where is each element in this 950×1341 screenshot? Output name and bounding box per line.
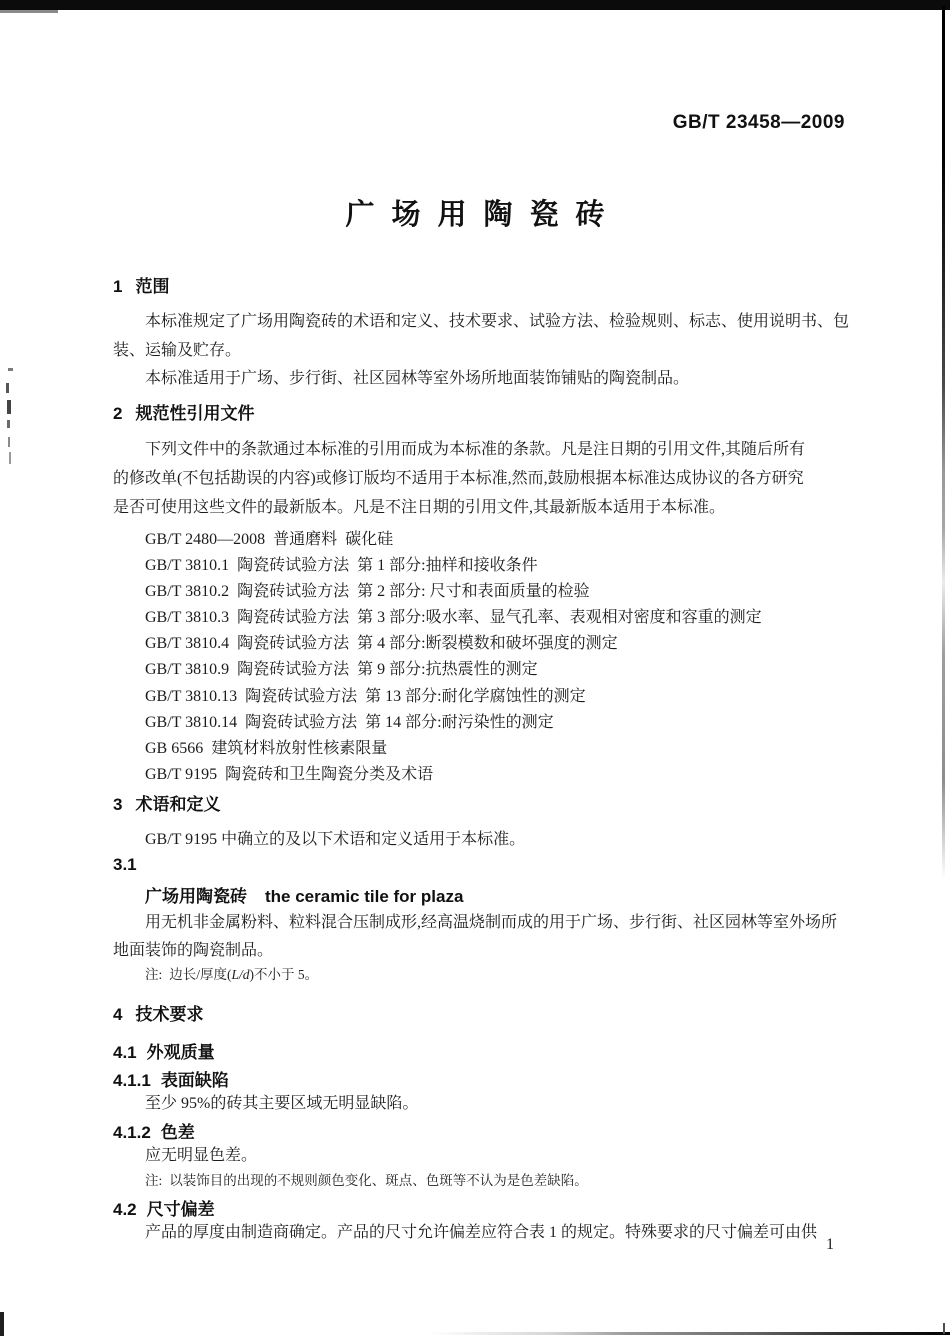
section-number: 1 xyxy=(113,277,123,296)
section-number: 2 xyxy=(113,404,123,423)
scan-right-edge-line xyxy=(942,6,945,906)
note-label: 注: xyxy=(145,967,163,982)
section-3-heading xyxy=(113,790,220,815)
scan-left-mark xyxy=(9,452,11,464)
scope-paragraph-line: 本标准规定了广场用陶瓷砖的术语和定义、技术要求、试验方法、检验规则、标志、使用说明书、包 xyxy=(145,313,850,330)
scan-left-mark xyxy=(6,383,9,393)
section-number: 3 xyxy=(113,795,123,814)
terms-intro: GB/T 9195 中确立的及以下术语和定义适用于本标准。 xyxy=(145,831,526,848)
scan-left-mark xyxy=(7,420,10,428)
scan-bottom-line xyxy=(0,1332,950,1335)
note-text: 边长/厚度( xyxy=(169,967,232,982)
surface-defect-body: 至少 95%的砖其主要区域无明显缺陷。 xyxy=(145,1095,419,1112)
term-english: the ceramic tile for plaza xyxy=(265,887,464,906)
scan-left-mark xyxy=(8,437,10,447)
clause-3-1-number: 3.1 xyxy=(113,855,137,874)
reference-item: GB/T 3810.2 陶瓷砖试验方法 第 2 部分: 尺寸和表面质量的检验 xyxy=(145,583,590,600)
section-title: 尺寸偏差 xyxy=(146,1200,215,1219)
reference-item: GB 6566 建筑材料放射性核素限量 xyxy=(145,740,388,757)
section-number: 4.1.2 xyxy=(113,1123,151,1142)
scan-top-band-fragment xyxy=(0,10,58,13)
reference-item: GB/T 3810.9 陶瓷砖试验方法 第 9 部分:抗热震性的测定 xyxy=(145,661,538,678)
definition-line: 用无机非金属粉料、粒料混合压制成形,经高温烧制而成的用于广场、步行街、社区园林等室外场所 xyxy=(145,914,838,931)
note-label: 注: xyxy=(145,1173,163,1188)
scope-paragraph-line: 本标准适用于广场、步行街、社区园林等室外场所地面装饰铺贴的陶瓷制品。 xyxy=(145,370,690,387)
section-number: 4.1.1 xyxy=(113,1071,151,1090)
section-title: 术语和定义 xyxy=(135,795,221,814)
section-title: 范围 xyxy=(135,277,170,296)
section-title: 外观质量 xyxy=(146,1043,215,1062)
section-4-1-2-heading xyxy=(113,1118,195,1143)
note-text: )不小于 5。 xyxy=(249,967,319,982)
reference-item: GB/T 3810.4 陶瓷砖试验方法 第 4 部分:断裂模数和破坏强度的测定 xyxy=(145,635,618,652)
section-title: 规范性引用文件 xyxy=(135,404,255,423)
doc-title: 广场用陶瓷砖 xyxy=(345,199,622,231)
section-number: 4 xyxy=(113,1005,123,1024)
reference-item: GB/T 3810.1 陶瓷砖试验方法 第 1 部分:抽样和接收条件 xyxy=(145,557,538,574)
reference-item: GB/T 9195 陶瓷砖和卫生陶瓷分类及术语 xyxy=(145,766,434,783)
section-4-heading xyxy=(113,1000,203,1025)
normative-paragraph-line: 的修改单(不包括勘误的内容)或修订版均不适用于本标准,然而,鼓励根据本标准达成协议的各方研究 xyxy=(113,470,804,487)
section-title: 技术要求 xyxy=(135,1005,204,1024)
section-4-1-1-heading xyxy=(113,1066,229,1091)
section-4-1-heading xyxy=(113,1038,215,1063)
definition-note xyxy=(145,963,318,983)
section-number: 4.1 xyxy=(113,1043,137,1062)
section-number: 4.2 xyxy=(113,1200,137,1219)
scan-left-mark xyxy=(8,368,13,371)
reference-item: GB/T 2480—2008 普通磨料 碳化硅 xyxy=(145,531,394,548)
scan-top-band xyxy=(0,0,950,10)
normative-paragraph-line: 是否可使用这些文件的最新版本。凡是不注日期的引用文件,其最新版本适用于本标准。 xyxy=(113,499,726,516)
normative-paragraph-line: 下列文件中的条款通过本标准的引用而成为本标准的条款。凡是注日期的引用文件,其随后所有 xyxy=(145,441,806,458)
section-2-heading xyxy=(113,399,254,424)
scan-left-mark xyxy=(7,400,11,414)
dimension-deviation-body: 产品的厚度由制造商确定。产品的尺寸允许偏差应符合表 1 的规定。特殊要求的尺寸偏差可由供 xyxy=(145,1224,818,1241)
section-1-heading xyxy=(113,272,169,297)
definition-line: 地面装饰的陶瓷制品。 xyxy=(113,942,274,959)
standard-code: GB/T 23458—2009 xyxy=(672,112,845,133)
reference-item: GB/T 3810.14 陶瓷砖试验方法 第 14 部分:耐污染性的测定 xyxy=(145,714,554,731)
color-difference-note xyxy=(145,1169,588,1189)
reference-item: GB/T 3810.13 陶瓷砖试验方法 第 13 部分:耐化学腐蚀性的测定 xyxy=(145,688,586,705)
note-text: 以装饰目的出现的不规则颜色变化、斑点、色斑等不认为是色差缺陷。 xyxy=(169,1173,588,1188)
scope-paragraph-line: 装、运输及贮存。 xyxy=(113,342,242,359)
page-number: 1 xyxy=(826,1236,834,1253)
term-entry xyxy=(145,882,463,907)
color-difference-body: 应无明显色差。 xyxy=(145,1147,258,1164)
term-chinese: 广场用陶瓷砖 xyxy=(145,887,247,906)
reference-item: GB/T 3810.3 陶瓷砖试验方法 第 3 部分:吸水率、显气孔率、表观相对密度和容重的测定 xyxy=(145,609,762,626)
scan-bottom-tick xyxy=(943,1323,945,1334)
section-title: 表面缺陷 xyxy=(160,1071,229,1090)
section-title: 色差 xyxy=(160,1123,195,1142)
section-4-2-heading xyxy=(113,1195,215,1220)
note-variable: L/d xyxy=(231,967,250,982)
